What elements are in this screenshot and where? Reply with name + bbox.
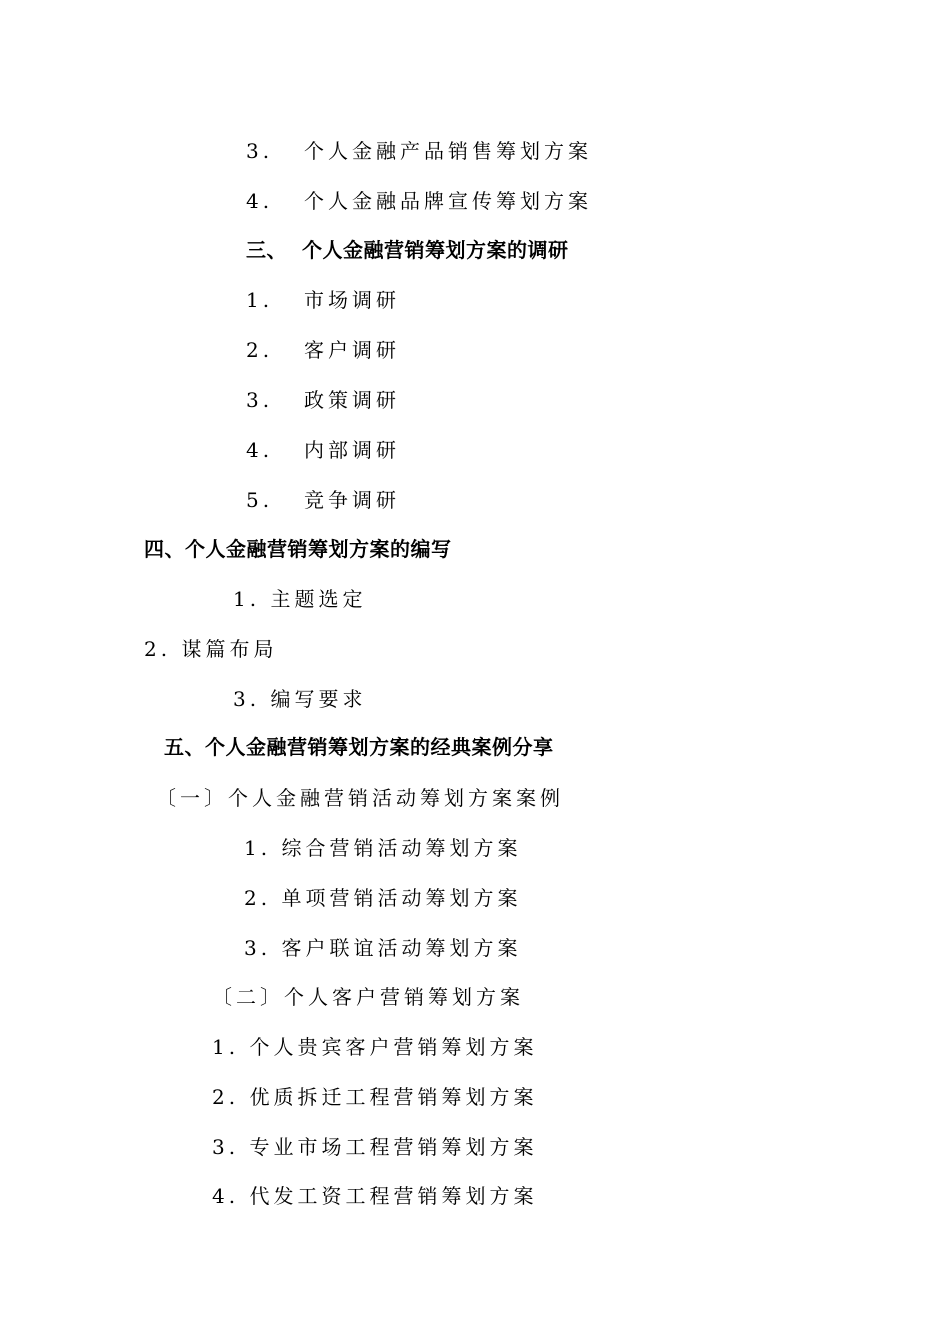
- list-item: [246, 388, 400, 412]
- section-heading: 五、个人金融营销筹划方案的经典案例分享: [164, 735, 554, 759]
- list-item: [246, 139, 592, 163]
- section-heading: 四、个人金融营销筹划方案的编写: [144, 537, 452, 561]
- subsection-heading: 〔二〕个人客户营销筹划方案: [212, 985, 524, 1009]
- item-text: 个人金融品牌宣传筹划方案: [304, 189, 592, 213]
- heading-title: 个人金融营销筹划方案的调研: [302, 238, 569, 262]
- subsection-heading: 〔一〕个人金融营销活动筹划方案案例: [156, 786, 564, 810]
- list-item: [246, 438, 400, 462]
- item-text: 市场调研: [304, 288, 400, 312]
- item-number: 4.: [246, 189, 274, 213]
- list-item: 2. 优质拆迁工程营销筹划方案: [212, 1085, 538, 1109]
- section-heading: [246, 238, 569, 262]
- list-item: 2. 谋篇布局: [144, 637, 278, 661]
- list-item: 4. 代发工资工程营销筹划方案: [212, 1184, 538, 1208]
- item-text: 政策调研: [304, 388, 400, 412]
- item-number: 1.: [246, 288, 274, 312]
- heading-number: 三、: [246, 238, 287, 262]
- list-item: [246, 338, 400, 362]
- list-item: [246, 288, 400, 312]
- item-number: 3.: [246, 388, 274, 412]
- item-text: 个人金融产品销售筹划方案: [304, 139, 592, 163]
- item-number: 3.: [246, 139, 274, 163]
- list-item: 1. 个人贵宾客户营销筹划方案: [212, 1035, 538, 1059]
- list-item: [246, 488, 400, 512]
- item-text: 内部调研: [304, 438, 400, 462]
- item-text: 竞争调研: [304, 488, 400, 512]
- list-item: [246, 189, 592, 213]
- list-item: 3. 客户联谊活动筹划方案: [244, 936, 522, 960]
- list-item: 1. 综合营销活动筹划方案: [244, 836, 522, 860]
- item-number: 2.: [246, 338, 274, 362]
- item-number: 5.: [246, 488, 274, 512]
- item-number: 4.: [246, 438, 274, 462]
- item-text: 客户调研: [304, 338, 400, 362]
- list-item: 1. 主题选定: [233, 587, 367, 611]
- list-item: 3. 编写要求: [233, 687, 367, 711]
- list-item: 3. 专业市场工程营销筹划方案: [212, 1135, 538, 1159]
- list-item: 2. 单项营销活动筹划方案: [244, 886, 522, 910]
